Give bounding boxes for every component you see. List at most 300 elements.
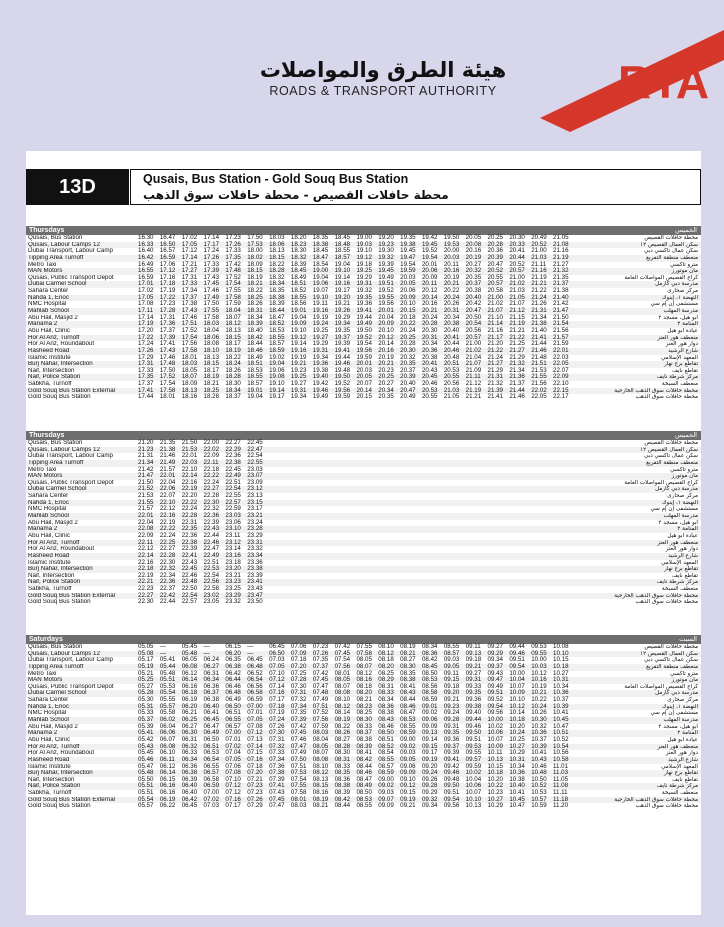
stop-name-arabic: المنامة ٢: [677, 526, 698, 533]
departure-time: 09.13: [421, 729, 438, 737]
departure-time: 17.08: [138, 300, 154, 308]
departure-time: 22.44: [159, 598, 176, 606]
departure-time: 22.54: [225, 485, 241, 493]
departure-time: 21.24: [531, 293, 547, 301]
departure-time: 22.03: [181, 458, 198, 466]
departure-time: 21.55: [138, 498, 154, 506]
departure-time: 18.20: [290, 234, 307, 241]
departure-time: 05.48: [138, 769, 154, 777]
stop-name: Dubai Transport, Labour Camp: [28, 453, 113, 460]
departure-time: 22.42: [159, 591, 176, 599]
departure-time: 06.59: [203, 782, 220, 790]
departure-time: 10.12: [509, 702, 525, 710]
departure-time: 19.59: [334, 393, 351, 401]
departure-time: 22.20: [181, 492, 198, 500]
departure-time: 20.37: [465, 280, 482, 288]
departure-time: 07.32: [269, 742, 285, 750]
departure-time: 07.52: [312, 709, 329, 717]
departure-time: 08.12: [378, 649, 394, 657]
departure-time: 20.28: [421, 320, 438, 328]
departure-time: 18.35: [269, 287, 285, 295]
departure-time: 09.21: [465, 662, 482, 670]
departure-time: 21.57: [159, 465, 176, 473]
timetable-row: [26, 586, 701, 593]
stop-name-arabic: مركز شرطة نايف: [656, 783, 698, 790]
departure-time: 08.44: [356, 762, 372, 770]
stop-name: Rasheed Road: [28, 552, 70, 559]
departure-time: 17.50: [159, 366, 176, 374]
departure-time: 19.26: [334, 307, 351, 315]
departure-time: 07.42: [312, 669, 329, 677]
departure-time: 19.30: [378, 247, 394, 255]
departure-time: 07.56: [334, 662, 351, 670]
departure-time: 09.43: [487, 669, 503, 677]
departure-time: 19.04: [269, 360, 285, 368]
departure-time: 20.19: [378, 353, 394, 361]
departure-time: 21.11: [531, 260, 547, 268]
departure-time: 19.37: [334, 333, 351, 341]
departure-time: 08.49: [356, 782, 372, 790]
stop-name: Naif, Intersection: [28, 572, 75, 579]
departure-time: 17.23: [225, 234, 241, 241]
departure-time: 21.27: [487, 360, 503, 368]
departure-time: 18.25: [247, 293, 263, 301]
stop-name: Dubai Transport, Labour Camp: [28, 248, 113, 255]
departure-time: 21.37: [553, 280, 569, 288]
departure-time: 20.32: [465, 267, 482, 275]
departure-time: 20.30: [421, 326, 438, 334]
departure-time: 10.57: [531, 795, 547, 803]
departure-time: 08.36: [378, 702, 394, 710]
stop-name-arabic: تقاطع برج نهار: [664, 566, 698, 573]
departure-time: 19.29: [334, 313, 351, 321]
departure-time: 09.55: [531, 649, 547, 657]
departure-time: 20.56: [443, 380, 460, 388]
departure-time: 20.16: [465, 247, 482, 255]
route-number: 13D: [26, 169, 129, 205]
departure-time: 22.12: [159, 505, 176, 513]
departure-time: 10.03: [531, 662, 547, 670]
section-rows: [26, 440, 701, 606]
departure-time: 06.46: [225, 682, 241, 690]
departure-time: 18.04: [203, 326, 220, 334]
departure-time: 10.07: [465, 789, 482, 797]
stop-name-arabic: منعطف منطقة التفريغ: [646, 254, 698, 261]
departure-time: 17.52: [181, 326, 198, 334]
stop-name: Hor Al Anz, Roundabout: [28, 750, 95, 757]
departure-time: 05.33: [138, 709, 154, 717]
departure-time: 22.54: [247, 452, 263, 460]
departure-time: 19.25: [356, 267, 372, 275]
departure-time: 21.52: [138, 485, 154, 493]
departure-time: 10.16: [531, 676, 547, 684]
departure-time: 18.01: [181, 353, 198, 361]
departure-time: 09.35: [443, 729, 460, 737]
departure-time: 21.12: [509, 307, 525, 315]
departure-time: 08.46: [356, 769, 372, 777]
stop-name-arabic: منعطف منطقة التفريغ: [646, 459, 698, 466]
departure-time: 20.37: [400, 366, 416, 374]
departure-time: 19.45: [421, 240, 438, 248]
departure-time: 10.50: [531, 775, 547, 783]
departure-time: 18.52: [269, 320, 285, 328]
departure-time: 08.46: [400, 702, 416, 710]
departure-time: 22.38: [225, 458, 241, 466]
stop-name-arabic: محطة حافلات القصيص: [644, 440, 698, 446]
departure-time: 21.22: [531, 287, 547, 295]
departure-time: 07.31: [290, 689, 307, 697]
departure-time: 17.29: [138, 353, 154, 361]
rta-logo: [450, 0, 724, 140]
departure-time: 06.35: [225, 656, 241, 664]
departure-time: 08.12: [334, 702, 351, 710]
stop-name: Islamic Institute: [28, 763, 71, 770]
departure-time: 18.15: [225, 333, 241, 341]
departure-time: 21.03: [509, 287, 525, 295]
departure-time: 19.52: [378, 287, 394, 295]
departure-time: 09.03: [400, 749, 416, 757]
departure-time: 21.44: [531, 340, 547, 348]
departure-time: 22.22: [159, 525, 176, 533]
departure-time: 10.45: [509, 795, 525, 803]
departure-time: 17.24: [203, 247, 220, 255]
departure-time: 09.33: [465, 682, 482, 690]
departure-time: 21.41: [487, 393, 503, 401]
departure-time: 07.10: [269, 669, 285, 677]
timetable-row: [26, 566, 701, 573]
departure-time: 10.40: [509, 782, 525, 790]
departure-time: 23.34: [247, 551, 263, 559]
departure-time: 22.30: [203, 498, 220, 506]
departure-time: 21.49: [159, 458, 176, 466]
departure-time: 19.42: [421, 234, 438, 241]
departure-time: 16.55: [138, 267, 154, 275]
departure-time: 07.15: [247, 749, 263, 757]
departure-time: 07.49: [290, 749, 307, 757]
stop-name-arabic: عيادة أبو هيل: [667, 327, 698, 334]
departure-time: 20.01: [378, 307, 394, 315]
departure-time: 20.49: [400, 393, 416, 401]
departure-time: 21.57: [138, 505, 154, 513]
departure-time: 09.27: [487, 643, 503, 650]
departure-time: 21.31: [138, 452, 154, 460]
departure-time: 19.04: [247, 393, 263, 401]
departure-time: 19.44: [356, 313, 372, 321]
stop-name: Abu Hail, Clinic: [28, 327, 70, 334]
departure-time: 08.08: [312, 755, 329, 763]
departure-time: 08.35: [334, 769, 351, 777]
departure-time: 21.44: [509, 386, 525, 394]
departure-time: 06.15: [159, 775, 176, 783]
departure-time: 21.03: [531, 253, 547, 261]
departure-time: 21.38: [553, 287, 569, 295]
departure-time: 20.09: [421, 273, 438, 281]
departure-time: 18.03: [269, 234, 285, 241]
departure-time: 20.10: [378, 326, 394, 334]
stop-name: Dubai Carmel School: [28, 281, 87, 288]
departure-time: 22.23: [138, 585, 154, 593]
departure-time: 21.19: [553, 253, 569, 261]
departure-time: 23.28: [247, 525, 263, 533]
departure-time: 19.10: [269, 380, 285, 388]
departure-time: 17.20: [138, 326, 154, 334]
departure-time: 20.05: [356, 373, 372, 381]
departure-time: 07.12: [225, 782, 241, 790]
departure-time: 06.44: [225, 676, 241, 684]
departure-time: 20.50: [465, 313, 482, 321]
departure-time: 21.32: [487, 380, 503, 388]
stop-name: Qusais, Bus Station: [28, 644, 83, 650]
departure-time: 09.41: [443, 755, 460, 763]
departure-time: 10.54: [553, 742, 569, 750]
stop-name: Qusais, Bus Station: [28, 235, 83, 241]
departure-time: 18.53: [247, 366, 263, 374]
departure-time: 22.35: [181, 525, 198, 533]
stop-name-arabic: دوار هور العنز: [665, 341, 698, 348]
departure-time: 06.36: [203, 682, 220, 690]
departure-time: 08.03: [312, 729, 329, 737]
departure-time: 07.37: [312, 662, 329, 670]
departure-time: 08.39: [334, 789, 351, 797]
departure-time: 06.51: [203, 742, 220, 750]
departure-time: 05.25: [138, 676, 154, 684]
stop-name-arabic: محطة حافلات سوق الذهب: [635, 803, 698, 810]
departure-time: 19.46: [312, 386, 329, 394]
departure-time: 07.25: [290, 669, 307, 677]
departure-time: 21.35: [159, 439, 176, 446]
departure-time: 09.18: [465, 656, 482, 664]
departure-time: 05.46: [138, 755, 154, 763]
departure-time: 08.55: [443, 643, 460, 650]
departure-time: 07.06: [225, 762, 241, 770]
departure-time: 10.41: [531, 749, 547, 757]
departure-time: 18.47: [269, 313, 285, 321]
departure-time: 21.34: [509, 366, 525, 374]
departure-time: 09.19: [400, 795, 416, 803]
stop-name: Islamic Institute: [28, 354, 71, 361]
departure-time: 22.27: [203, 485, 220, 493]
departure-time: 18.28: [203, 393, 220, 401]
departure-time: 11.03: [553, 769, 569, 777]
stop-name: Gold Souq Bus Station: [28, 394, 91, 401]
departure-time: 06.56: [247, 682, 263, 690]
departure-time: 10.36: [531, 729, 547, 737]
departure-time: 07.00: [247, 702, 263, 710]
departure-time: 09.02: [421, 709, 438, 717]
departure-time: 07.05: [269, 662, 285, 670]
departure-time: 07.59: [312, 722, 329, 730]
departure-time: 19.16: [334, 280, 351, 288]
timetable-section-thursdays-1: [26, 226, 701, 401]
stop-name: Gold Souq Bus Station: [28, 599, 91, 606]
departure-time: 17.33: [138, 366, 154, 374]
departure-time: 22.28: [203, 492, 220, 500]
departure-time: 20.55: [421, 393, 438, 401]
departure-time: 10.26: [531, 709, 547, 717]
departure-time: 20.24: [443, 293, 460, 301]
departure-time: 08.19: [334, 716, 351, 724]
departure-time: 08.25: [356, 709, 372, 717]
departure-time: 07.19: [269, 709, 285, 717]
departure-time: 05.05: [138, 643, 154, 650]
departure-time: 08.33: [378, 689, 394, 697]
departure-time: 10.39: [553, 702, 569, 710]
stop-name: Manama 2: [28, 526, 58, 533]
departure-time: 08.10: [312, 762, 329, 770]
departure-time: 21.19: [509, 320, 525, 328]
departure-time: 21.56: [531, 380, 547, 388]
departure-time: 09.18: [443, 682, 460, 690]
departure-time: 23.09: [247, 478, 263, 486]
departure-time: 08.18: [378, 656, 394, 664]
departure-time: 20.14: [356, 386, 372, 394]
departure-time: 08.18: [356, 682, 372, 690]
departure-time: 22.10: [181, 465, 198, 473]
departure-time: 20.22: [400, 320, 416, 328]
departure-time: 08.04: [312, 735, 329, 743]
departure-time: 21.53: [138, 492, 154, 500]
departure-time: —: [247, 643, 254, 650]
timetable-row: [26, 579, 701, 586]
departure-time: 07.13: [247, 735, 263, 743]
departure-time: 18.51: [247, 360, 263, 368]
departure-time: 08.08: [334, 689, 351, 697]
timetable-card: [26, 151, 701, 915]
stop-name-arabic: تقاطع نايف: [672, 572, 698, 579]
departure-time: 09.50: [443, 782, 460, 790]
departure-time: 19.53: [443, 240, 460, 248]
stop-name: Tipping Area Turnoff: [28, 663, 84, 670]
departure-time: 19.55: [378, 293, 394, 301]
departure-time: 07.16: [225, 795, 241, 803]
rta-logo-text: RTA: [618, 56, 710, 108]
departure-time: 09.29: [421, 789, 438, 797]
departure-time: 09.56: [443, 802, 460, 810]
departure-time: 21.19: [531, 273, 547, 281]
stop-name-arabic: المعهد الإسلامي: [661, 559, 698, 566]
departure-time: 10.46: [531, 762, 547, 770]
departure-time: 05.08: [138, 649, 154, 657]
departure-time: 19.39: [378, 260, 394, 268]
stop-name-arabic: تقاطع نايف: [672, 776, 698, 783]
stop-name-arabic: سكن عمال تاكسي دبي: [644, 453, 698, 460]
departure-time: 08.44: [400, 696, 416, 704]
departure-time: 17.56: [181, 340, 198, 348]
departure-time: 07.14: [247, 742, 263, 750]
departure-time: 07.00: [203, 789, 220, 797]
departure-time: 17.44: [138, 393, 154, 401]
departure-time: 09.26: [421, 775, 438, 783]
departure-time: 19.36: [312, 360, 329, 368]
departure-time: 07.28: [290, 676, 307, 684]
route-description: [130, 169, 701, 205]
departure-time: 08.54: [378, 749, 394, 757]
departure-time: 07.45: [290, 729, 307, 737]
departure-time: 21.21: [509, 326, 525, 334]
departure-time: 08.10: [378, 643, 394, 650]
stop-name-arabic: كراج القصيص المواصلات العامة: [624, 683, 698, 690]
departure-time: 22.55: [247, 458, 263, 466]
departure-time: 23.03: [225, 512, 241, 520]
departure-time: 08.15: [312, 782, 329, 790]
departure-time: 09.52: [487, 696, 503, 704]
departure-time: 20.38: [443, 320, 460, 328]
departure-time: 09.28: [443, 716, 460, 724]
departure-time: 19.49: [356, 320, 372, 328]
departure-time: 21.29: [487, 366, 503, 374]
departure-time: 19.42: [312, 380, 329, 388]
departure-time: 19.06: [269, 366, 285, 374]
departure-time: 09.06: [421, 716, 438, 724]
departure-time: 20.53: [443, 366, 460, 374]
departure-time: 18.03: [181, 360, 198, 368]
departure-time: 22.56: [203, 578, 220, 586]
departure-time: 17.50: [247, 234, 263, 241]
departure-time: 20.34: [378, 386, 394, 394]
departure-time: 09.12: [400, 782, 416, 790]
departure-time: 22.57: [181, 598, 198, 606]
departure-time: 10.08: [553, 643, 569, 650]
departure-time: 09.20: [443, 689, 460, 697]
departure-time: 19.31: [312, 346, 329, 354]
departure-time: 21.09: [465, 366, 482, 374]
departure-time: 06.16: [181, 682, 198, 690]
departure-time: 19.24: [312, 320, 329, 328]
departure-time: 06.18: [181, 689, 198, 697]
departure-time: 06.45: [203, 716, 220, 724]
departure-time: 07.39: [269, 775, 285, 783]
departure-time: 06.08: [159, 742, 176, 750]
departure-time: 20.44: [509, 253, 525, 261]
departure-time: 20.24: [400, 326, 416, 334]
departure-time: 10.24: [531, 702, 547, 710]
stop-name: Burj Nahar, Intersection: [28, 566, 93, 573]
departure-time: 20.34: [421, 340, 438, 348]
departure-time: 08.50: [356, 789, 372, 797]
departure-time: 17.41: [138, 386, 154, 394]
departure-time: 21.02: [487, 300, 503, 308]
stop-name-arabic: مدرسة دبي كارمل: [655, 690, 698, 697]
departure-time: 20.35: [378, 393, 394, 401]
departure-time: 06.12: [181, 669, 198, 677]
departure-time: 17.06: [159, 260, 176, 268]
departure-time: 08.10: [334, 696, 351, 704]
timetable-row: [26, 506, 701, 513]
departure-time: 22.08: [138, 525, 154, 533]
departure-time: 22.47: [203, 545, 220, 553]
departure-time: —: [159, 649, 167, 657]
departure-time: 23.06: [225, 518, 241, 526]
stop-name: Gold Souq Bus Station: [28, 803, 91, 810]
departure-time: 20.25: [378, 373, 394, 381]
departure-time: 18.55: [290, 293, 307, 301]
stop-name-arabic: محطة حافلات سوق الذهب: [635, 599, 698, 606]
departure-time: 19.45: [378, 267, 394, 275]
departure-time: 21.27: [553, 260, 569, 268]
departure-time: 19.02: [269, 353, 285, 361]
departure-time: 05.54: [138, 795, 154, 803]
departure-time: 08.31: [378, 682, 394, 690]
departure-time: 06.20: [225, 649, 241, 657]
departure-time: 19.29: [356, 273, 372, 281]
departure-time: 18.19: [247, 273, 263, 281]
departure-time: 08.05: [334, 676, 351, 684]
departure-time: 20.05: [400, 280, 416, 288]
departure-time: 09.05: [400, 755, 416, 763]
stop-name-arabic: مدرسة المهلب: [663, 513, 698, 520]
departure-time: 17.54: [181, 333, 198, 341]
departure-time: 10.00: [487, 716, 503, 724]
